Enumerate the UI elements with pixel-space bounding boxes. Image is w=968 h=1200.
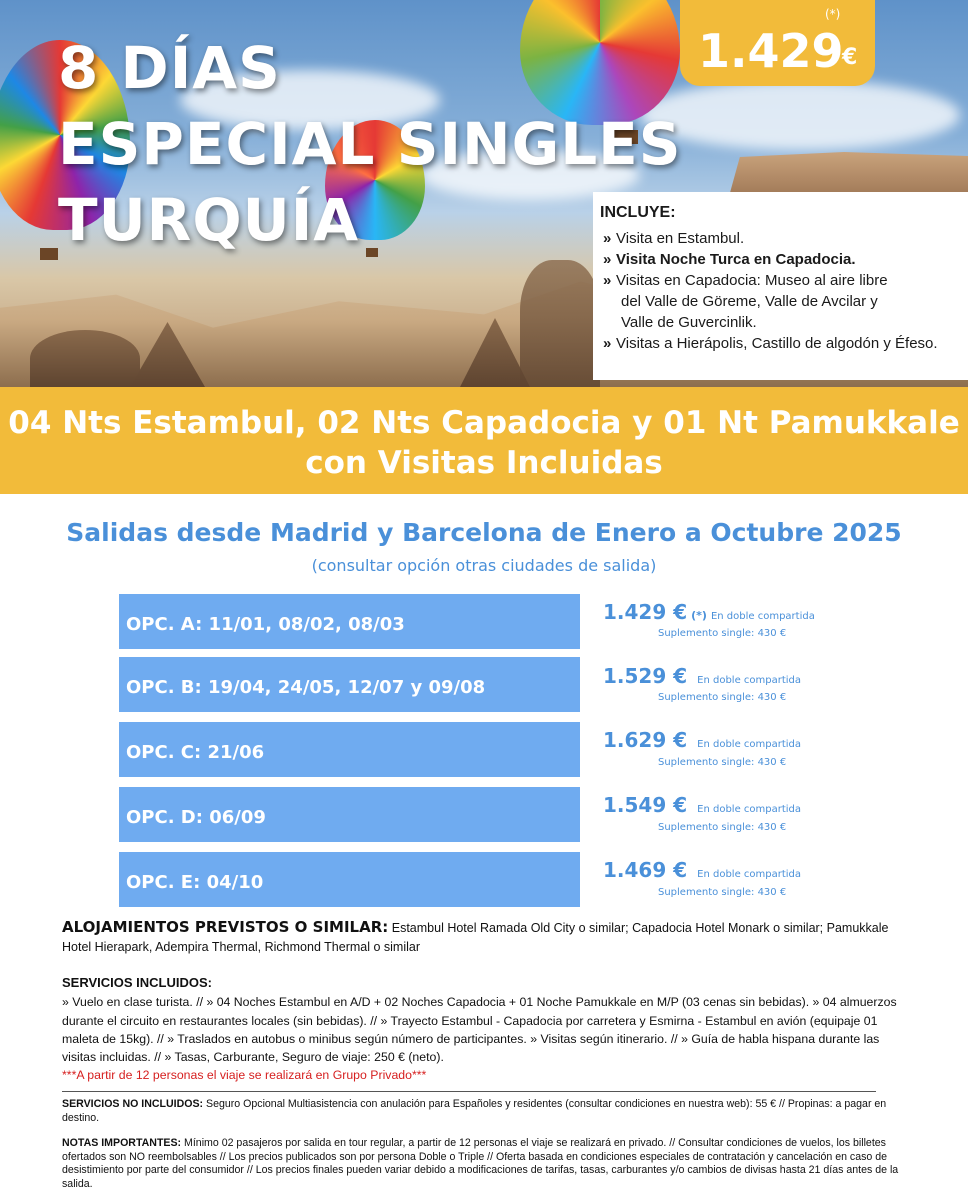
option-price-amount: 1.429 € [603, 600, 688, 624]
includes-item-continued: Valle de Guvercinlik. [621, 314, 757, 331]
includes-item: » Visita en Estambul. [600, 228, 968, 249]
includes-title: INCLUYE: [600, 204, 676, 221]
accommodation-head: ALOJAMIENTOS PREVISTOS O SIMILAR: [62, 918, 389, 936]
option-row-e [119, 852, 580, 907]
private-group-note: ***A partir de 12 personas el viaje se realizará en Grupo Privado*** [62, 1068, 427, 1083]
services-included-section [62, 974, 912, 1085]
option-price [603, 664, 801, 688]
price-amount: 1.429 [698, 24, 844, 78]
itinerary-line: 04 Nts Estambul, 02 Nts Capadocia y 01 Nt Pamukkale [8, 405, 960, 441]
option-supplement: Suplemento single: 430 € [658, 692, 787, 703]
fairy-chimney [520, 260, 600, 387]
itinerary-band [0, 387, 968, 494]
hero-title-line: ESPECIAL SINGLES [58, 110, 682, 178]
important-notes-section [62, 1137, 912, 1191]
option-label: OPC. A: 11/01, 08/02, 08/03 [126, 614, 405, 635]
option-row-b [119, 657, 580, 712]
accommodation-section [62, 918, 912, 957]
option-row-d [119, 787, 580, 842]
hero-title-line: TURQUÍA [58, 186, 360, 254]
option-price-amount: 1.549 € [603, 793, 688, 817]
option-price [603, 728, 801, 752]
fairy-chimney [30, 330, 140, 387]
option-price-note: En doble compartida [697, 804, 802, 815]
option-label: OPC. E: 04/10 [126, 872, 264, 893]
option-price-note: En doble compartida [697, 675, 802, 686]
important-notes-head: NOTAS IMPORTANTES: [62, 1137, 182, 1149]
accommodation-text: Estambul Hotel Ramada Old City o similar; Capadocia Hotel Monark o similar; Pamukkale Hotel Hierapark, Adempira Thermal, Richmond Thermal o similar [62, 921, 889, 954]
services-included-text: » Vuelo en clase turista. // » 04 Noches Estambul en A/D + 02 Noches Capadocia + 01 Noche Pamukkale en M/P (03 cenas sin bebidas). » 04 almuerzos durante el circuito en restaurantes locales (sin bebidas). // » Trayecto Estambul - Capadocia por carretera y Esmirna - Estambul en avión (equipaje 01 maleta de 15kg). // » Traslados en autobus o minibus según número de participantes. » Visitas según itinerario. // » Guía de habla hispana durante las visitas incluidas. // » Tasas, Carburante, Seguro de viaje: 250 € (neto). [62, 995, 897, 1065]
balloon-basket [40, 248, 58, 260]
services-not-included-section [62, 1098, 912, 1125]
itinerary-line: con Visitas Incluidas [305, 445, 663, 481]
option-row-c [119, 722, 580, 777]
cloud [640, 80, 960, 150]
departures-subtitle: (consultar opción otras ciudades de salida) [311, 556, 657, 575]
departures-title: Salidas desde Madrid y Barcelona de Enero a Octubre 2025 [66, 518, 902, 547]
hero-title-line: 8 DÍAS [58, 34, 281, 102]
important-notes-text: Mínimo 02 pasajeros por salida en tour regular, a partir de 12 personas el viaje se realizará en privado. // Consultar condiciones de vuelos, los billetes ofertados son NO reembolsables // Los precios publicados son por persona Doble o Triple // Oferta basada en condiciones especiales de contratación y cancelación en caso de desistimiento por parte del consumidor // Los precios finales pueden variar debido a modificaciones de tarifas, tasas, carburantes y/o cambios de divisas hasta 21 días antes de la salida. [62, 1137, 899, 1190]
hero-title [58, 30, 682, 258]
services-not-included-text: Seguro Opcional Multiasistencia con anulación para Españoles y residentes (consultar condiciones en nuestra web): 55 € // Propinas: a pagar en destino. [62, 1098, 887, 1124]
option-price-asterisk: (*) [691, 609, 707, 622]
option-price [603, 858, 801, 882]
option-supplement: Suplemento single: 430 € [658, 757, 787, 768]
option-label: OPC. D: 06/09 [126, 807, 266, 828]
option-price-amount: 1.629 € [603, 728, 688, 752]
option-supplement: Suplemento single: 430 € [658, 822, 787, 833]
includes-item: » Visita Noche Turca en Capadocia. [600, 249, 968, 270]
includes-box [593, 192, 968, 380]
price-currency: € [842, 45, 858, 70]
option-label: OPC. C: 21/06 [126, 742, 265, 763]
section-divider [62, 1091, 876, 1092]
option-price-amount: 1.469 € [603, 858, 688, 882]
services-not-included-head: SERVICIOS NO INCLUIDOS: [62, 1098, 204, 1110]
hero-banner [0, 0, 968, 387]
option-supplement: Suplemento single: 430 € [658, 628, 787, 639]
option-price [603, 600, 815, 624]
option-label: OPC. B: 19/04, 24/05, 12/07 y 09/08 [126, 677, 486, 698]
option-price-note: En doble compartida [710, 611, 815, 622]
option-price-note: En doble compartida [697, 869, 802, 880]
price-badge [680, 0, 875, 86]
option-price-amount: 1.529 € [603, 664, 688, 688]
option-price-note: En doble compartida [697, 739, 802, 750]
includes-item-continued: del Valle de Göreme, Valle de Avcilar y [621, 293, 878, 310]
option-row-a [119, 594, 580, 649]
price-asterisk: (*) [825, 7, 841, 21]
option-price [603, 793, 801, 817]
services-included-head: SERVICIOS INCLUIDOS: [62, 975, 213, 990]
option-supplement: Suplemento single: 430 € [658, 887, 787, 898]
includes-item: » Visitas a Hierápolis, Castillo de algodón y Éfeso. [600, 333, 968, 354]
includes-item: » Visitas en Capadocia: Museo al aire libre [600, 270, 968, 291]
